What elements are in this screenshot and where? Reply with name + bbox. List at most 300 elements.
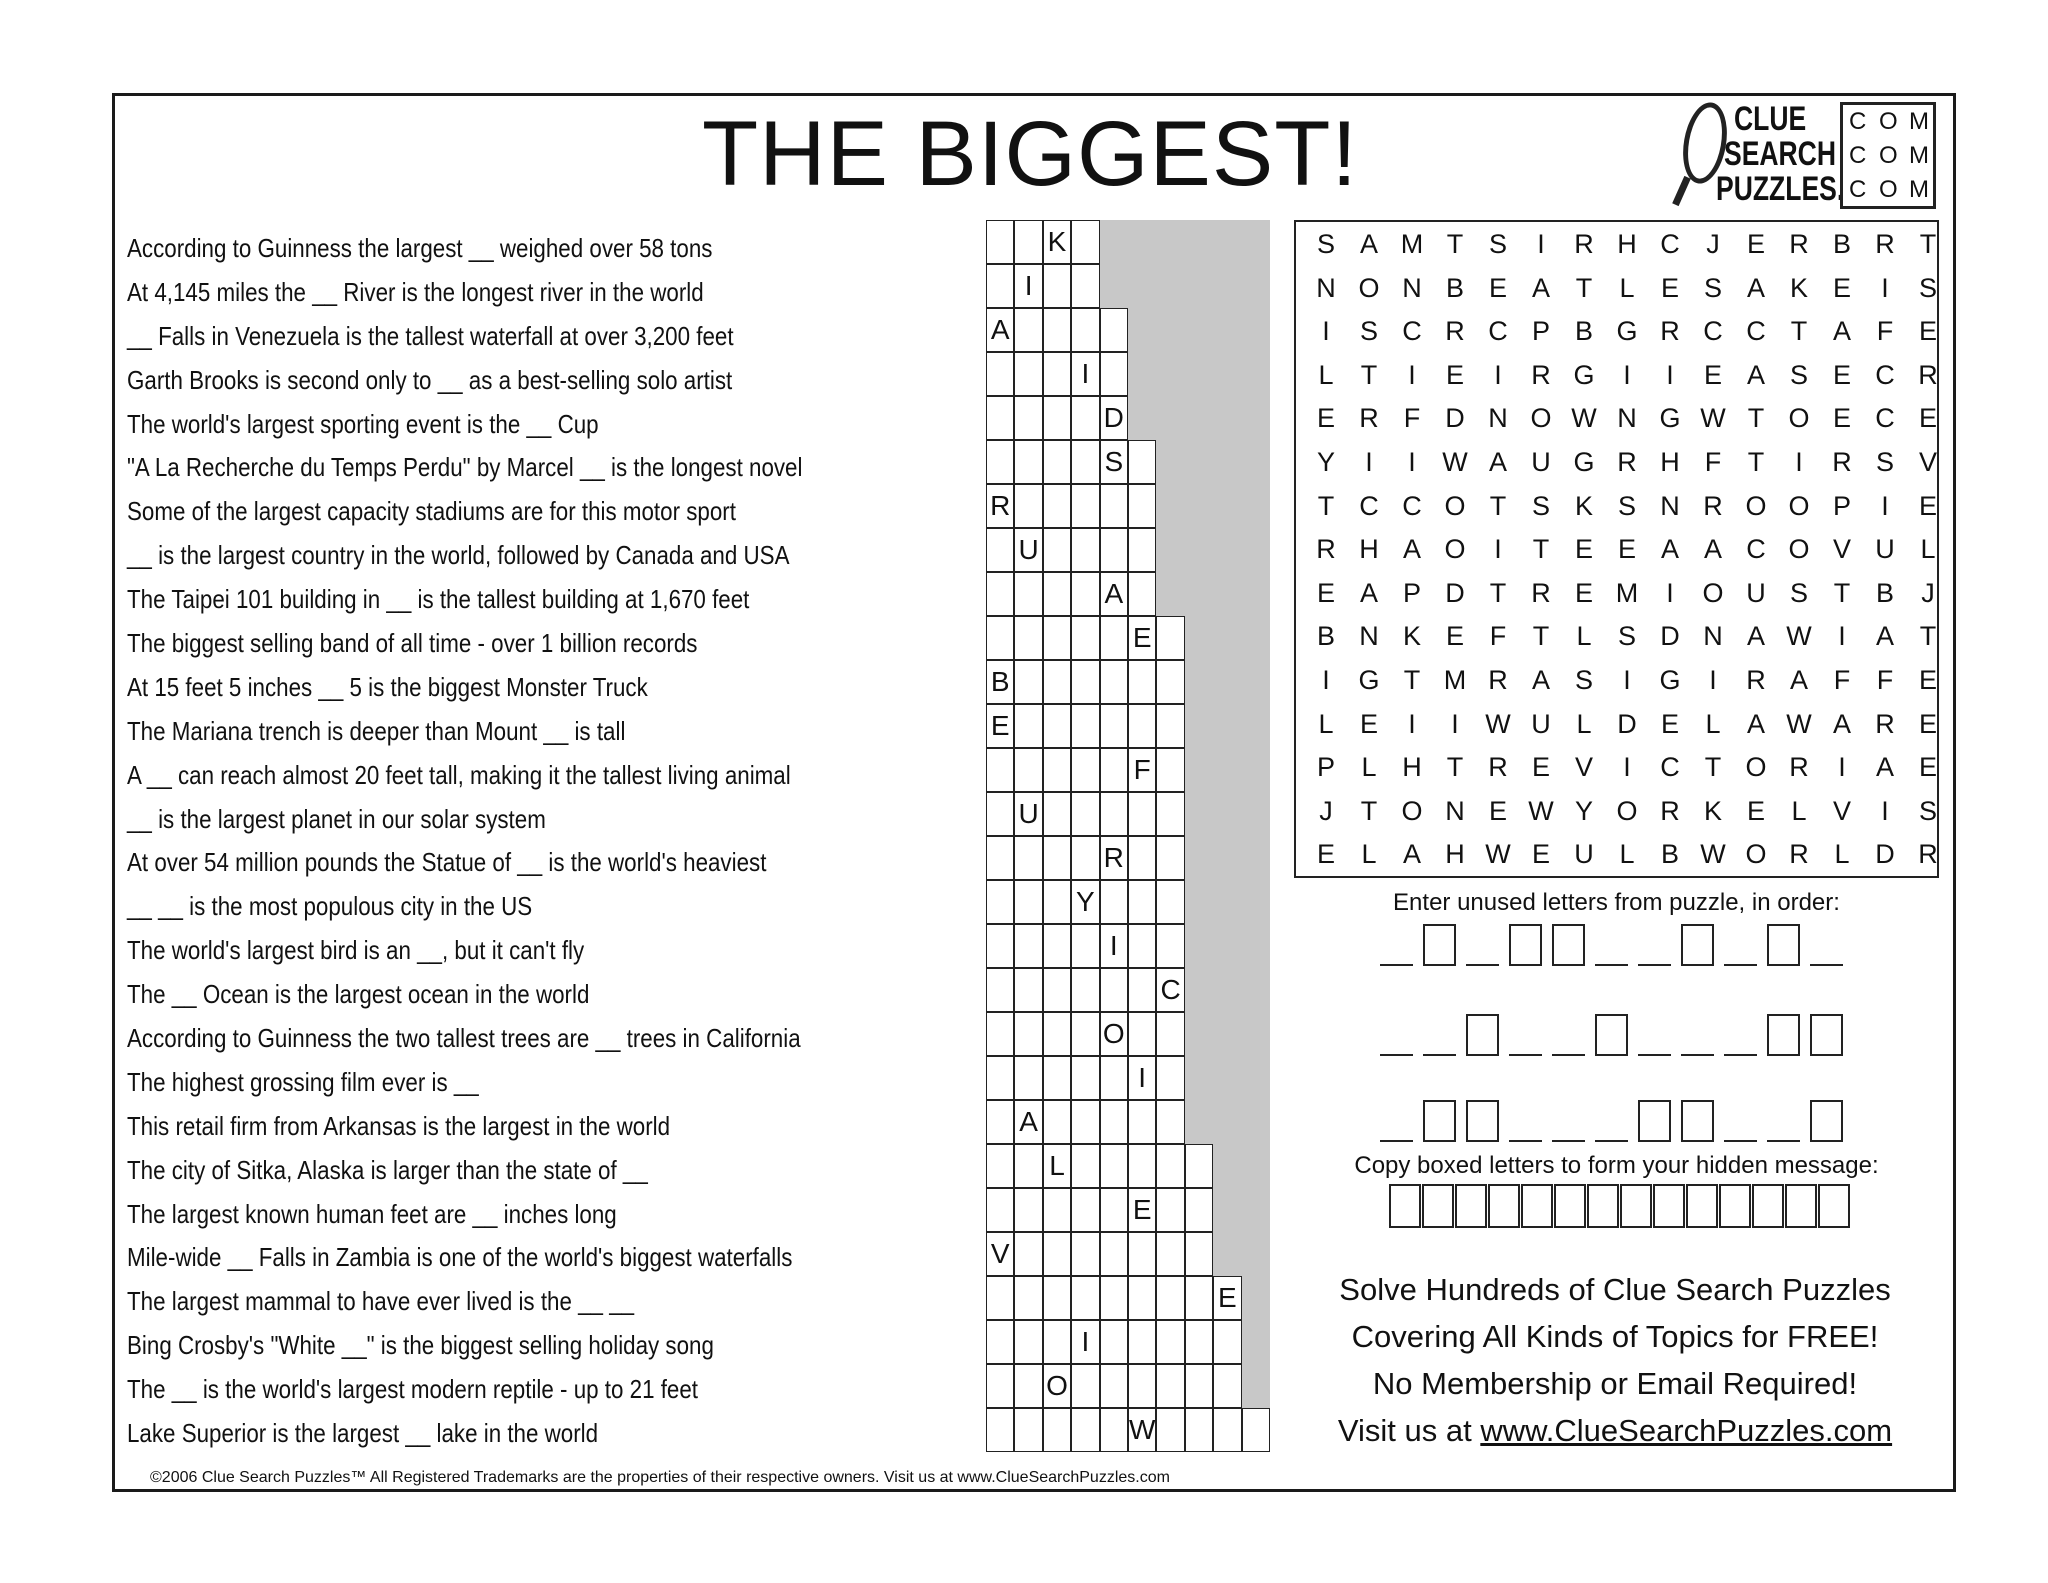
answer-cell[interactable]: [1156, 1232, 1184, 1276]
word-search-letter[interactable]: N: [1316, 272, 1336, 303]
underline-blank[interactable]: [1724, 1140, 1757, 1142]
word-search-letter[interactable]: T: [1532, 534, 1550, 565]
answer-cell[interactable]: [1242, 1408, 1270, 1452]
word-search-letter[interactable]: O: [1788, 534, 1810, 565]
word-search-letter[interactable]: S: [1359, 316, 1378, 347]
word-search-letter[interactable]: A: [1402, 534, 1421, 565]
word-search-letter[interactable]: I: [1838, 621, 1846, 652]
word-search-letter[interactable]: E: [1445, 621, 1464, 652]
answer-cell[interactable]: [1014, 836, 1042, 880]
word-search-letter[interactable]: R: [1660, 795, 1680, 826]
word-search-letter[interactable]: B: [1445, 272, 1464, 303]
word-search-letter[interactable]: O: [1745, 839, 1767, 870]
word-search-letter[interactable]: A: [1875, 621, 1894, 652]
answer-hint-letter[interactable]: I: [1100, 924, 1128, 968]
word-search-letter[interactable]: O: [1788, 403, 1810, 434]
answer-cell[interactable]: [1014, 968, 1042, 1012]
answer-cell[interactable]: [1014, 748, 1042, 792]
word-search-letter[interactable]: S: [1574, 665, 1593, 695]
answer-cell[interactable]: [1128, 660, 1156, 704]
answer-cell[interactable]: [986, 396, 1014, 440]
answer-cell[interactable]: [1043, 1408, 1071, 1452]
answer-cell[interactable]: [1043, 968, 1071, 1012]
answer-cell[interactable]: [986, 1320, 1014, 1364]
answer-cell[interactable]: [1014, 396, 1042, 440]
word-search-letter[interactable]: U: [1531, 447, 1551, 477]
hidden-message-box[interactable]: [1686, 1184, 1718, 1228]
word-search-letter[interactable]: C: [1660, 752, 1680, 783]
underline-blank[interactable]: [1767, 1140, 1800, 1142]
word-search-letter[interactable]: R: [1660, 316, 1680, 347]
answer-cell[interactable]: [1156, 660, 1184, 704]
answer-cell[interactable]: [1071, 616, 1099, 660]
word-search-letter[interactable]: R: [1832, 447, 1852, 477]
answer-hint-letter[interactable]: R: [986, 484, 1014, 528]
answer-cell[interactable]: [1071, 484, 1099, 528]
word-search-letter[interactable]: L: [1619, 839, 1635, 870]
word-search-letter[interactable]: C: [1402, 316, 1422, 347]
word-search-letter[interactable]: A: [1359, 577, 1378, 608]
answer-cell[interactable]: [1100, 1276, 1128, 1320]
word-search-letter[interactable]: J: [1319, 795, 1333, 826]
word-search-letter[interactable]: S: [1531, 490, 1550, 521]
word-search-letter[interactable]: R: [1531, 577, 1551, 608]
word-search-letter[interactable]: S: [1617, 490, 1636, 521]
answer-cell[interactable]: [1014, 1276, 1042, 1320]
word-search-letter[interactable]: O: [1444, 490, 1466, 521]
answer-cell[interactable]: [1071, 1012, 1099, 1056]
word-search-letter[interactable]: E: [1316, 403, 1335, 434]
word-search-letter[interactable]: W: [1571, 403, 1597, 434]
word-search-letter[interactable]: D: [1875, 839, 1895, 870]
word-search-letter[interactable]: V: [1832, 534, 1851, 565]
word-search-letter[interactable]: R: [1789, 752, 1809, 783]
answer-cell[interactable]: [1185, 1232, 1213, 1276]
word-search-letter[interactable]: F: [1833, 665, 1851, 695]
answer-cell[interactable]: [1128, 924, 1156, 968]
answer-cell[interactable]: [1071, 396, 1099, 440]
answer-hint-letter[interactable]: E: [1213, 1276, 1241, 1320]
word-search-letter[interactable]: C: [1402, 490, 1422, 521]
word-search-letter[interactable]: L: [1318, 708, 1334, 739]
answer-cell[interactable]: [1156, 792, 1184, 836]
underline-blank[interactable]: [1595, 964, 1628, 966]
answer-cell[interactable]: [1100, 1144, 1128, 1188]
word-search-letter[interactable]: I: [1537, 229, 1545, 259]
answer-cell[interactable]: [1043, 1320, 1071, 1364]
word-search-letter[interactable]: I: [1494, 359, 1502, 390]
hidden-message-box[interactable]: [1554, 1184, 1586, 1228]
answer-cell[interactable]: [1156, 704, 1184, 748]
answer-cell[interactable]: [1071, 1364, 1099, 1408]
word-search-letter[interactable]: N: [1445, 795, 1465, 826]
word-search-letter[interactable]: E: [1832, 403, 1851, 434]
word-search-letter[interactable]: A: [1746, 621, 1765, 652]
word-search-letter[interactable]: R: [1617, 447, 1637, 477]
answer-cell[interactable]: [986, 1144, 1014, 1188]
word-search-letter[interactable]: I: [1408, 359, 1416, 390]
word-search-letter[interactable]: W: [1485, 839, 1511, 870]
answer-cell[interactable]: [1156, 1276, 1184, 1320]
word-search-letter[interactable]: L: [1705, 708, 1721, 739]
answer-hint-letter[interactable]: O: [1100, 1012, 1128, 1056]
answer-cell[interactable]: [986, 792, 1014, 836]
answer-hint-letter[interactable]: L: [1043, 1144, 1071, 1188]
answer-cell[interactable]: [986, 1100, 1014, 1144]
word-search-letter[interactable]: I: [1365, 447, 1373, 477]
answer-cell[interactable]: [986, 836, 1014, 880]
word-search-letter[interactable]: K: [1703, 795, 1722, 826]
answer-cell[interactable]: [1156, 1144, 1184, 1188]
word-search-letter[interactable]: A: [1402, 839, 1421, 870]
hidden-message-box[interactable]: [1752, 1184, 1784, 1228]
word-search-letter[interactable]: A: [1531, 272, 1550, 303]
word-search-letter[interactable]: R: [1574, 229, 1594, 259]
word-search-letter[interactable]: S: [1789, 359, 1808, 390]
hidden-message-box[interactable]: [1422, 1184, 1454, 1228]
answer-cell[interactable]: [1043, 1012, 1071, 1056]
word-search-letter[interactable]: I: [1623, 752, 1631, 783]
answer-cell[interactable]: [986, 528, 1014, 572]
word-search-letter[interactable]: A: [1531, 665, 1550, 695]
word-search-letter[interactable]: F: [1876, 665, 1894, 695]
word-search-letter[interactable]: L: [1576, 708, 1592, 739]
word-search-letter[interactable]: I: [1838, 752, 1846, 783]
answer-cell[interactable]: [1156, 1012, 1184, 1056]
answer-cell[interactable]: [1100, 616, 1128, 660]
word-search-letter[interactable]: I: [1408, 708, 1416, 739]
answer-cell[interactable]: [1100, 1364, 1128, 1408]
answer-cell[interactable]: [1071, 1056, 1099, 1100]
underline-blank[interactable]: [1552, 1054, 1585, 1056]
answer-hint-letter[interactable]: K: [1043, 220, 1071, 264]
word-search-letter[interactable]: U: [1531, 708, 1551, 739]
word-search-letter[interactable]: D: [1617, 708, 1637, 739]
word-search-letter[interactable]: L: [1318, 359, 1334, 390]
word-search-letter[interactable]: L: [1576, 621, 1592, 652]
answer-hint-letter[interactable]: B: [986, 660, 1014, 704]
answer-cell[interactable]: [1185, 1276, 1213, 1320]
word-search-letter[interactable]: I: [1881, 490, 1889, 521]
word-search-letter[interactable]: T: [1317, 490, 1335, 521]
hidden-message-box[interactable]: [1653, 1184, 1685, 1228]
answer-cell[interactable]: [1014, 308, 1042, 352]
word-search-letter[interactable]: B: [1660, 839, 1679, 870]
boxed-blank[interactable]: [1681, 1100, 1714, 1142]
answer-cell[interactable]: [1071, 792, 1099, 836]
word-search-letter[interactable]: E: [1316, 839, 1335, 870]
answer-cell[interactable]: [1100, 528, 1128, 572]
word-search-letter[interactable]: E: [1488, 795, 1507, 826]
answer-cell[interactable]: [1071, 1232, 1099, 1276]
answer-hint-letter[interactable]: W: [1128, 1408, 1156, 1452]
hidden-message-box[interactable]: [1389, 1184, 1421, 1228]
word-search-letter[interactable]: R: [1316, 534, 1336, 565]
word-search-letter[interactable]: E: [1746, 229, 1765, 259]
answer-cell[interactable]: [986, 220, 1014, 264]
answer-cell[interactable]: [1100, 792, 1128, 836]
word-search-letter[interactable]: N: [1660, 490, 1680, 521]
hidden-message-box[interactable]: [1785, 1184, 1817, 1228]
word-search-letter[interactable]: R: [1875, 229, 1895, 259]
answer-cell[interactable]: [1014, 220, 1042, 264]
word-search-letter[interactable]: T: [1446, 229, 1464, 259]
answer-cell[interactable]: [1185, 1144, 1213, 1188]
answer-cell[interactable]: [1100, 1188, 1128, 1232]
word-search-letter[interactable]: C: [1875, 403, 1895, 434]
word-search-letter[interactable]: T: [1704, 752, 1722, 783]
word-search-letter[interactable]: E: [1574, 577, 1593, 608]
word-search-letter[interactable]: O: [1702, 577, 1724, 608]
answer-cell[interactable]: [1185, 1188, 1213, 1232]
word-search-letter[interactable]: T: [1360, 795, 1378, 826]
word-search-letter[interactable]: L: [1920, 534, 1936, 565]
answer-cell[interactable]: [1014, 1232, 1042, 1276]
word-search-letter[interactable]: P: [1531, 316, 1550, 347]
word-search-letter[interactable]: A: [1746, 359, 1765, 390]
word-search-letter[interactable]: I: [1666, 359, 1674, 390]
answer-cell[interactable]: [1071, 220, 1099, 264]
answer-cell[interactable]: [1100, 1320, 1128, 1364]
answer-cell[interactable]: [1128, 440, 1156, 484]
word-search-letter[interactable]: E: [1488, 272, 1507, 303]
answer-cell[interactable]: [1043, 440, 1071, 484]
boxed-blank[interactable]: [1466, 1100, 1499, 1142]
word-search-letter[interactable]: N: [1488, 403, 1508, 434]
answer-cell[interactable]: [1100, 308, 1128, 352]
word-search-letter[interactable]: M: [1443, 665, 1467, 695]
answer-cell[interactable]: [1014, 1408, 1042, 1452]
underline-blank[interactable]: [1681, 1054, 1714, 1056]
boxed-blank[interactable]: [1552, 924, 1585, 966]
answer-cell[interactable]: [1071, 968, 1099, 1012]
word-search-letter[interactable]: I: [1408, 447, 1416, 477]
underline-blank[interactable]: [1638, 964, 1671, 966]
answer-cell[interactable]: [986, 616, 1014, 660]
word-search-letter[interactable]: G: [1573, 359, 1595, 390]
word-search-letter[interactable]: W: [1700, 839, 1726, 870]
answer-cell[interactable]: [1014, 616, 1042, 660]
hidden-message-box[interactable]: [1587, 1184, 1619, 1228]
answer-cell[interactable]: [1128, 880, 1156, 924]
answer-cell[interactable]: [1043, 396, 1071, 440]
word-search-letter[interactable]: J: [1706, 229, 1720, 259]
hidden-message-box[interactable]: [1521, 1184, 1553, 1228]
answer-cell[interactable]: [1185, 1364, 1213, 1408]
answer-cell[interactable]: [986, 968, 1014, 1012]
word-search-letter[interactable]: C: [1660, 229, 1680, 259]
answer-cell[interactable]: [1014, 1144, 1042, 1188]
boxed-blank[interactable]: [1681, 924, 1714, 966]
word-search-letter[interactable]: W: [1786, 621, 1812, 652]
word-search-letter[interactable]: E: [1703, 359, 1722, 390]
word-search-letter[interactable]: G: [1659, 665, 1681, 695]
word-search-letter[interactable]: R: [1359, 403, 1379, 434]
word-search-letter[interactable]: S: [1875, 447, 1894, 477]
answer-cell[interactable]: [1014, 1364, 1042, 1408]
word-search-letter[interactable]: O: [1616, 795, 1638, 826]
word-search-letter[interactable]: E: [1918, 316, 1937, 347]
answer-cell[interactable]: [1100, 968, 1128, 1012]
word-search-letter[interactable]: R: [1746, 665, 1766, 695]
answer-cell[interactable]: [986, 1364, 1014, 1408]
underline-blank[interactable]: [1380, 964, 1413, 966]
underline-blank[interactable]: [1595, 1140, 1628, 1142]
answer-cell[interactable]: [1128, 836, 1156, 880]
answer-cell[interactable]: [1128, 1100, 1156, 1144]
answer-cell[interactable]: [1128, 792, 1156, 836]
word-search-letter[interactable]: I: [1881, 795, 1889, 826]
word-search-letter[interactable]: O: [1358, 272, 1380, 303]
word-search-letter[interactable]: F: [1403, 403, 1421, 434]
answer-cell[interactable]: [1014, 1012, 1042, 1056]
word-search-letter[interactable]: C: [1488, 316, 1508, 347]
answer-hint-letter[interactable]: E: [1128, 1188, 1156, 1232]
answer-cell[interactable]: [1128, 572, 1156, 616]
word-search-letter[interactable]: R: [1918, 839, 1938, 870]
word-search-letter[interactable]: E: [1918, 708, 1937, 739]
word-search-letter[interactable]: H: [1445, 839, 1465, 870]
word-search-letter[interactable]: T: [1919, 229, 1937, 259]
word-search-letter[interactable]: I: [1322, 665, 1330, 695]
word-search-letter[interactable]: V: [1574, 752, 1593, 783]
answer-cell[interactable]: [1071, 572, 1099, 616]
word-search-letter[interactable]: A: [1875, 752, 1894, 783]
word-search-letter[interactable]: E: [1359, 708, 1378, 739]
answer-cell[interactable]: [1043, 704, 1071, 748]
answer-cell[interactable]: [1156, 1100, 1184, 1144]
answer-cell[interactable]: [1156, 748, 1184, 792]
answer-cell[interactable]: [1043, 660, 1071, 704]
boxed-blank[interactable]: [1767, 1014, 1800, 1056]
answer-cell[interactable]: [1043, 924, 1071, 968]
word-search-letter[interactable]: F: [1489, 621, 1507, 652]
word-search-letter[interactable]: T: [1489, 577, 1507, 608]
answer-cell[interactable]: [986, 1188, 1014, 1232]
word-search-letter[interactable]: C: [1875, 359, 1895, 390]
word-search-letter[interactable]: E: [1617, 534, 1636, 565]
answer-hint-letter[interactable]: A: [1100, 572, 1128, 616]
answer-cell[interactable]: [1156, 616, 1184, 660]
word-search-letter[interactable]: I: [1322, 316, 1330, 347]
word-search-letter[interactable]: S: [1789, 577, 1808, 608]
word-search-letter[interactable]: O: [1444, 534, 1466, 565]
answer-cell[interactable]: [1156, 836, 1184, 880]
answer-cell[interactable]: [1014, 660, 1042, 704]
word-search-letter[interactable]: T: [1919, 621, 1937, 652]
word-search-letter[interactable]: E: [1918, 752, 1937, 783]
word-search-letter[interactable]: E: [1316, 577, 1335, 608]
word-search-letter[interactable]: I: [1494, 534, 1502, 565]
word-search-letter[interactable]: V: [1918, 447, 1937, 477]
word-search-letter[interactable]: E: [1832, 272, 1851, 303]
word-search-letter[interactable]: T: [1446, 752, 1464, 783]
word-search-letter[interactable]: I: [1795, 447, 1803, 477]
word-search-letter[interactable]: A: [1832, 708, 1851, 739]
word-search-letter[interactable]: I: [1623, 665, 1631, 695]
answer-cell[interactable]: [1071, 836, 1099, 880]
word-search-letter[interactable]: R: [1488, 665, 1508, 695]
answer-cell[interactable]: [1014, 440, 1042, 484]
word-search-letter[interactable]: L: [1791, 795, 1807, 826]
answer-cell[interactable]: [1043, 880, 1071, 924]
answer-cell[interactable]: [1043, 264, 1071, 308]
answer-cell[interactable]: [1043, 1232, 1071, 1276]
answer-cell[interactable]: [1213, 1364, 1241, 1408]
word-search-letter[interactable]: S: [1617, 621, 1636, 652]
word-search-letter[interactable]: L: [1361, 752, 1377, 783]
answer-cell[interactable]: [1014, 704, 1042, 748]
word-search-letter[interactable]: K: [1789, 272, 1808, 303]
answer-cell[interactable]: [1014, 484, 1042, 528]
hidden-message-box[interactable]: [1620, 1184, 1652, 1228]
hidden-message-box[interactable]: [1455, 1184, 1487, 1228]
word-search-letter[interactable]: W: [1528, 795, 1554, 826]
answer-cell[interactable]: [1185, 1408, 1213, 1452]
answer-hint-letter[interactable]: A: [1014, 1100, 1042, 1144]
word-search-letter[interactable]: E: [1918, 490, 1937, 521]
word-search-letter[interactable]: R: [1488, 752, 1508, 783]
answer-cell[interactable]: [1071, 1188, 1099, 1232]
answer-cell[interactable]: [1014, 572, 1042, 616]
answer-cell[interactable]: [1128, 968, 1156, 1012]
answer-hint-letter[interactable]: E: [986, 704, 1014, 748]
word-search-letter[interactable]: W: [1786, 708, 1812, 739]
answer-cell[interactable]: [1100, 1056, 1128, 1100]
answer-cell[interactable]: [1043, 1188, 1071, 1232]
word-search-letter[interactable]: S: [1316, 229, 1335, 259]
word-search-letter[interactable]: U: [1875, 534, 1895, 565]
answer-cell[interactable]: [1156, 880, 1184, 924]
word-search-letter[interactable]: W: [1442, 447, 1468, 477]
word-search-letter[interactable]: T: [1489, 490, 1507, 521]
word-search-letter[interactable]: K: [1402, 621, 1421, 652]
answer-cell[interactable]: [1014, 924, 1042, 968]
word-search-letter[interactable]: T: [1747, 447, 1765, 477]
answer-cell[interactable]: [1128, 528, 1156, 572]
answer-cell[interactable]: [1100, 1100, 1128, 1144]
answer-cell[interactable]: [1043, 1056, 1071, 1100]
answer-cell[interactable]: [1071, 1100, 1099, 1144]
answer-cell[interactable]: [1156, 1056, 1184, 1100]
word-search-letter[interactable]: J: [1921, 577, 1935, 608]
word-search-letter[interactable]: R: [1445, 316, 1465, 347]
word-search-letter[interactable]: H: [1402, 752, 1422, 783]
word-search-letter[interactable]: O: [1788, 490, 1810, 521]
answer-cell[interactable]: [1128, 1364, 1156, 1408]
word-search-letter[interactable]: B: [1574, 316, 1593, 347]
word-search-letter[interactable]: E: [1660, 708, 1679, 739]
answer-cell[interactable]: [1043, 484, 1071, 528]
answer-cell[interactable]: [1043, 1100, 1071, 1144]
word-search-letter[interactable]: L: [1619, 272, 1635, 303]
word-search-letter[interactable]: T: [1575, 272, 1593, 303]
word-search-letter[interactable]: T: [1790, 316, 1808, 347]
word-search-letter[interactable]: E: [1531, 752, 1550, 783]
answer-cell[interactable]: [1043, 308, 1071, 352]
answer-cell[interactable]: [1128, 1320, 1156, 1364]
answer-cell[interactable]: [1043, 792, 1071, 836]
answer-cell[interactable]: [1014, 1320, 1042, 1364]
word-search-letter[interactable]: L: [1361, 839, 1377, 870]
answer-cell[interactable]: [1100, 352, 1128, 396]
underline-blank[interactable]: [1380, 1140, 1413, 1142]
word-search-letter[interactable]: A: [1359, 229, 1378, 259]
word-search-letter[interactable]: I: [1623, 359, 1631, 390]
answer-cell[interactable]: [986, 1012, 1014, 1056]
answer-cell[interactable]: [1128, 1144, 1156, 1188]
answer-cell[interactable]: [1156, 1408, 1184, 1452]
